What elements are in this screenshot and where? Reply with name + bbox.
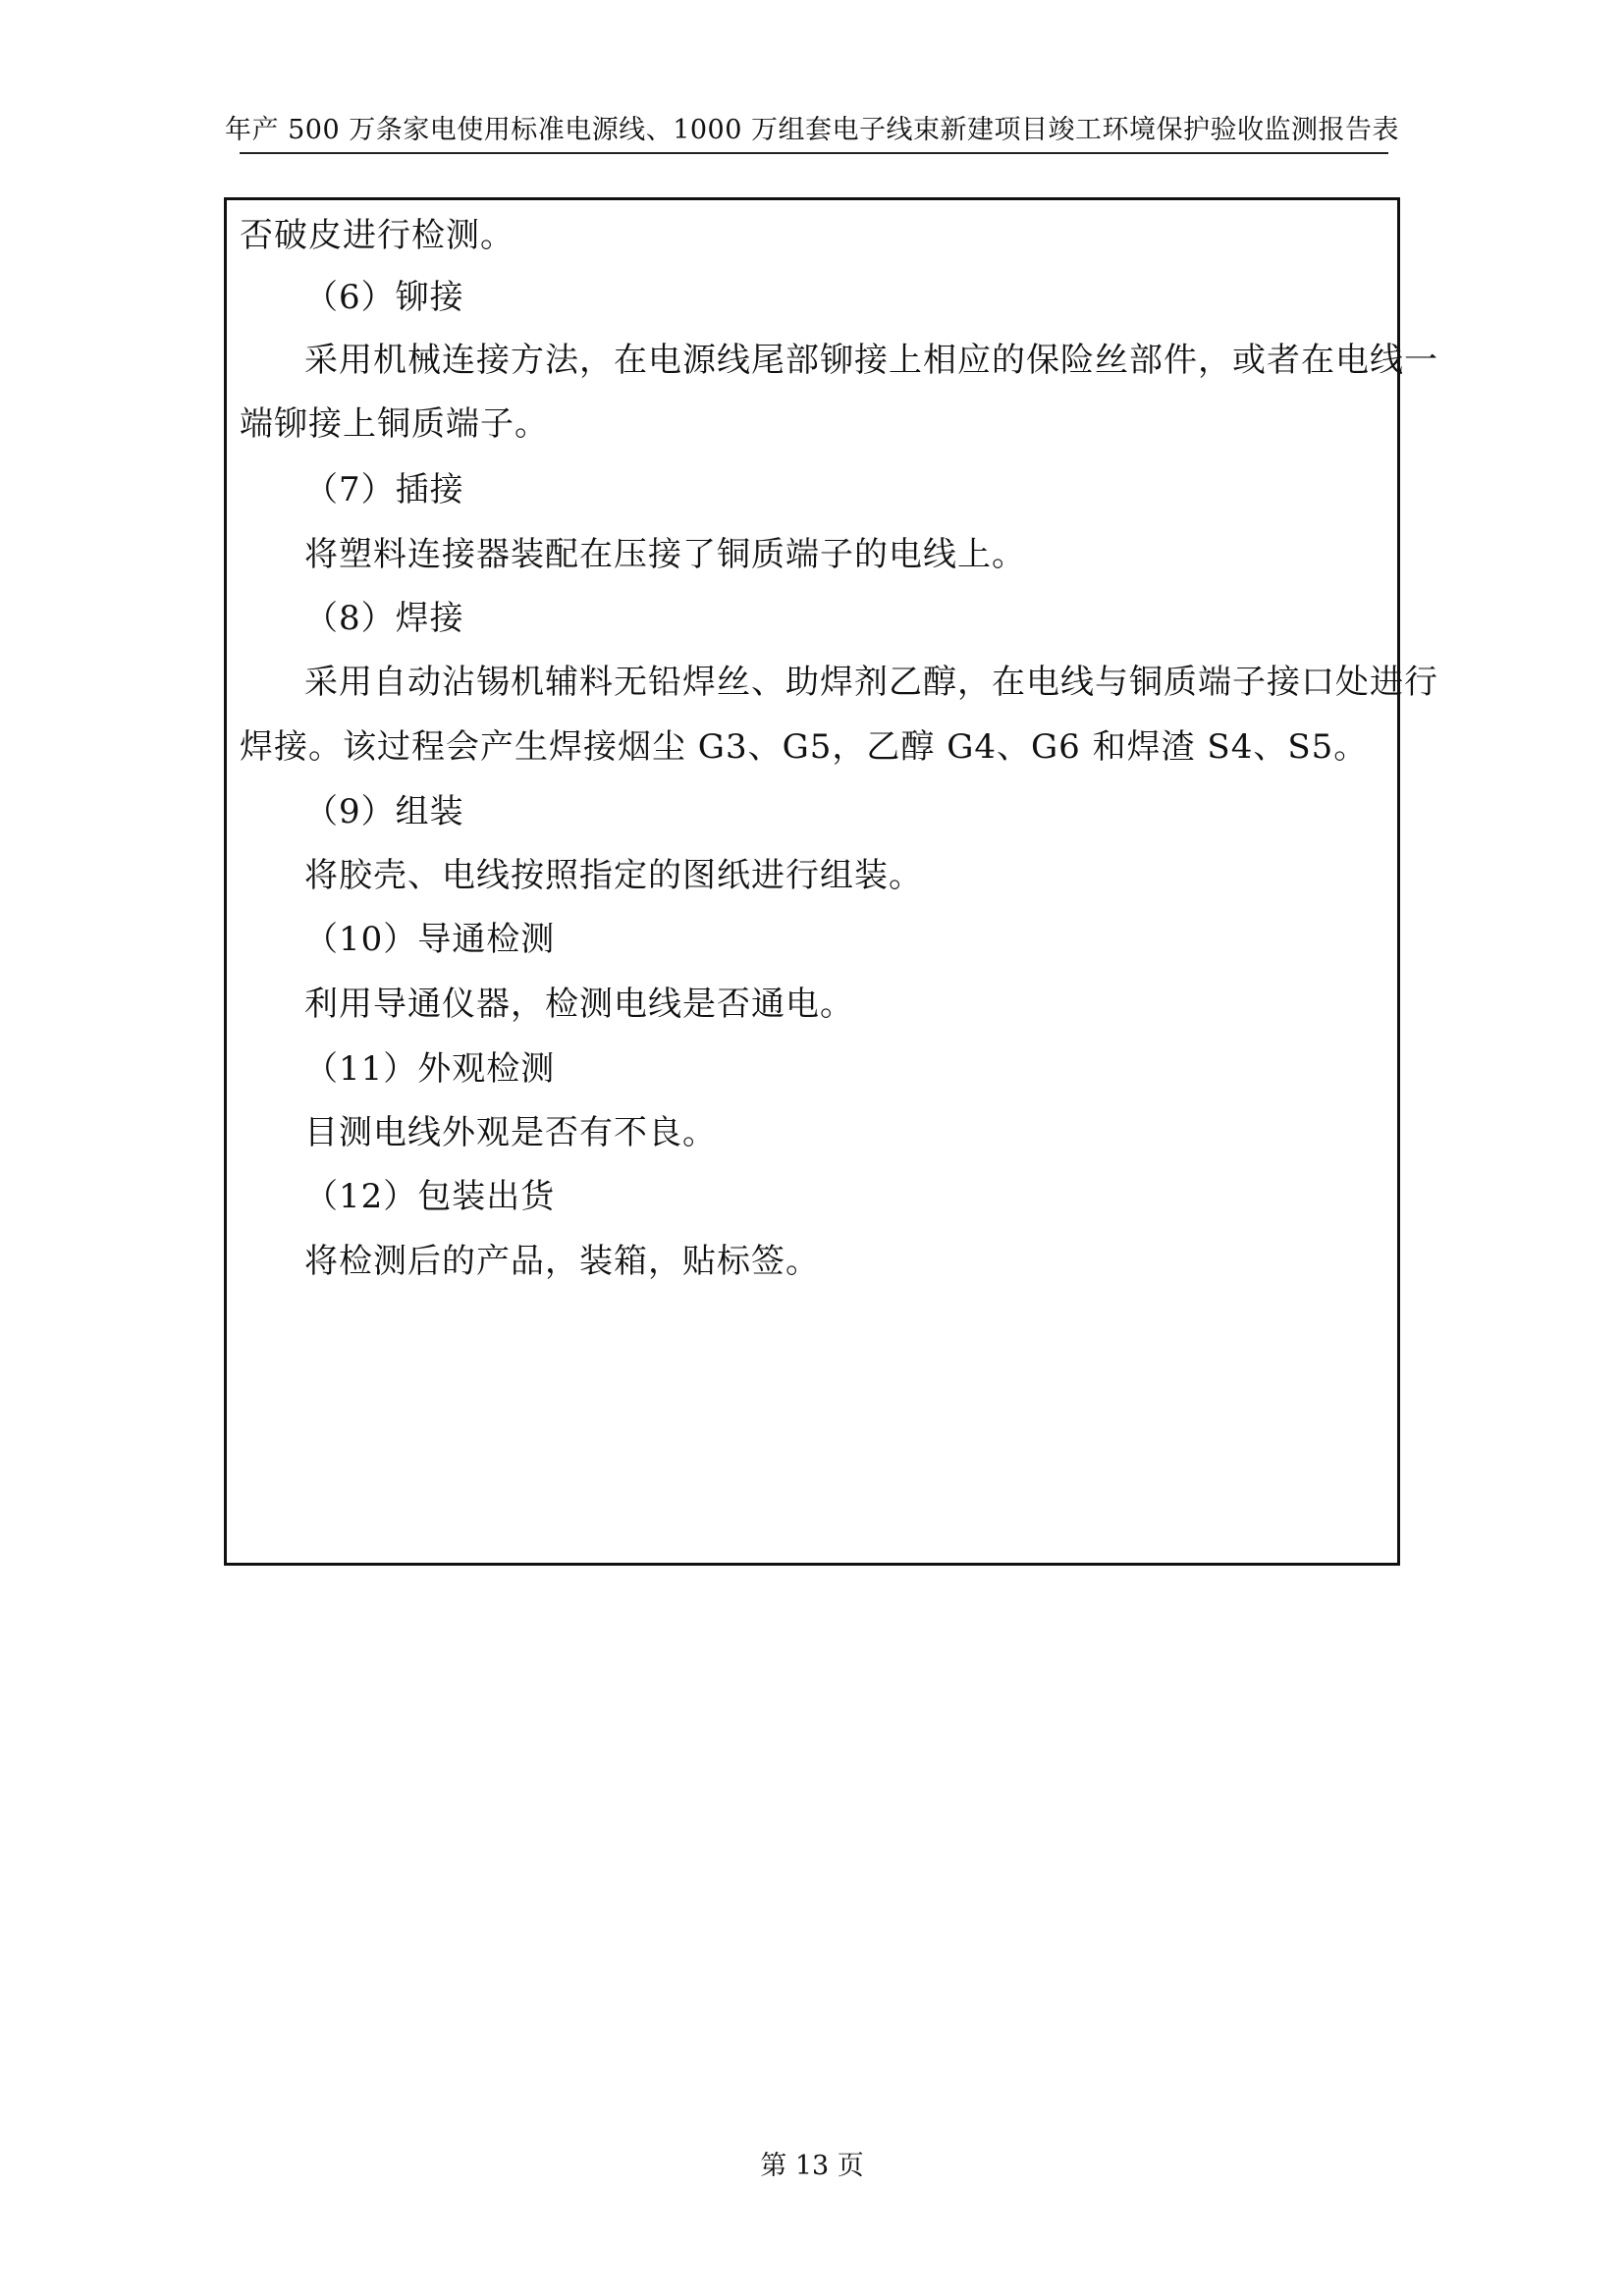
section-heading-continuity-test: （10）导通检测: [304, 920, 556, 959]
text-line: 将胶壳、电线按照指定的图纸进行组装。: [304, 856, 923, 895]
text-line: 目测电线外观是否有不良。: [304, 1113, 717, 1152]
text-line: 将塑料连接器装配在压接了铜质端子的电线上。: [304, 535, 1026, 574]
page-number: 第 13 页: [760, 2151, 864, 2181]
header-divider: [240, 152, 1388, 154]
section-heading-assembly: （9）组装: [304, 792, 464, 831]
page-header-title: 年产 500 万条家电使用标准电源线、1000 万组套电子线束新建项目竣工环境保护验收监测报告表: [225, 115, 1399, 145]
text-line: 采用自动沾锡机辅料无铅焊丝、助焊剂乙醇，在电线与铜质端子接口处进行: [304, 663, 1438, 702]
section-heading-packing-shipping: （12）包装出货: [304, 1177, 556, 1216]
text-line: 采用机械连接方法，在电源线尾部铆接上相应的保险丝部件，或者在电线一: [304, 341, 1438, 380]
section-heading-welding: （8）焊接: [304, 599, 464, 638]
text-line: 否破皮进行检测。: [240, 216, 514, 255]
section-heading-appearance-check: （11）外观检测: [304, 1049, 556, 1089]
text-line: 利用导通仪器，检测电线是否通电。: [304, 985, 854, 1024]
text-line: 端铆接上铜质端子。: [240, 404, 549, 444]
section-heading-plugging: （7）插接: [304, 470, 464, 509]
text-line: 将检测后的产品，装箱，贴标签。: [304, 1242, 820, 1281]
section-heading-riveting: （6）铆接: [304, 278, 464, 317]
text-line: 焊接。该过程会产生焊接烟尘 G3、G5，乙醇 G4、G6 和焊渣 S4、S5。: [240, 727, 1369, 767]
